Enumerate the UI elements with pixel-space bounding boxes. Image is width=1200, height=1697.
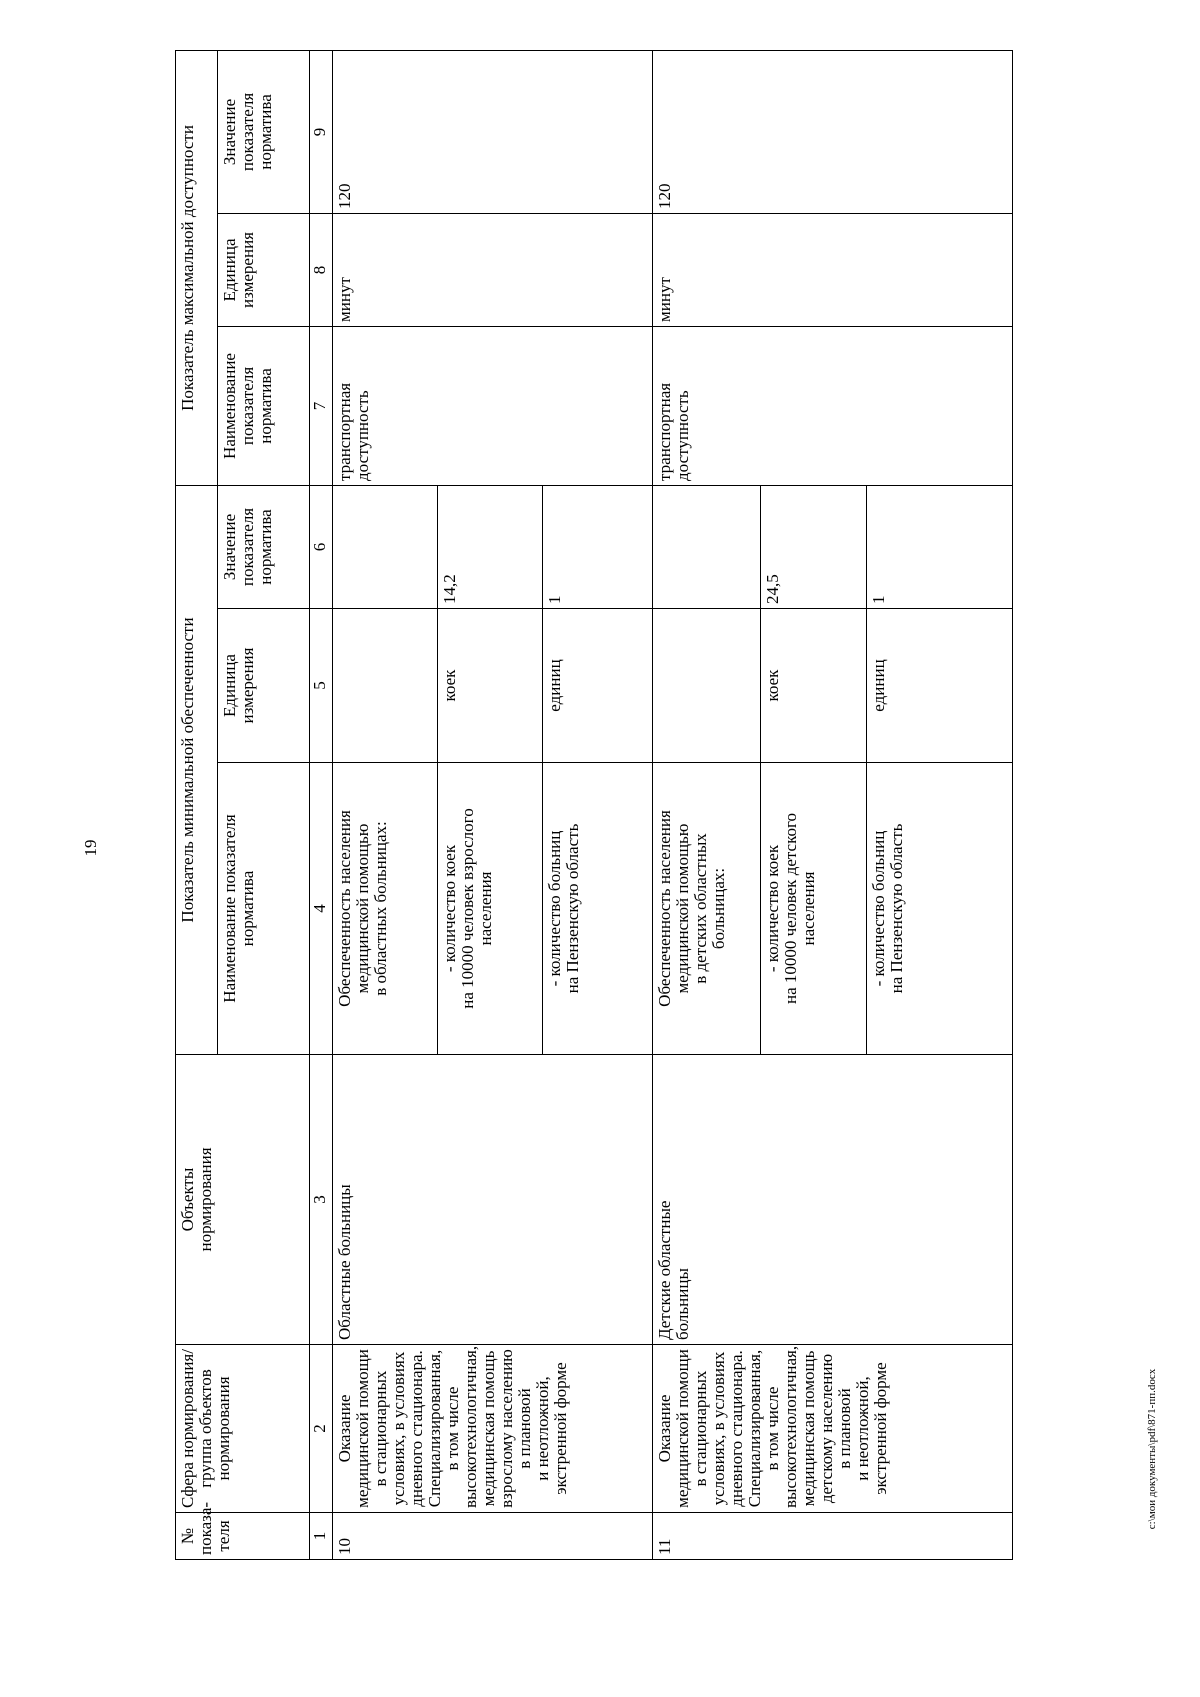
min-indicator-unit: единиц — [542, 609, 652, 763]
min-indicator-value: 24,5 — [761, 485, 867, 608]
norms-table-rotated — [175, 51, 1013, 1560]
header-min-name — [218, 763, 310, 1055]
cell-text: в областных больницах: — [371, 821, 391, 996]
min-indicator-value: 1 — [867, 485, 1013, 608]
footer-file-path: c:\мои документы\pdf\871-пп.docx — [1146, 1368, 1158, 1530]
column-number: 7 — [310, 326, 333, 485]
cell-text: и неотложной, — [533, 1376, 553, 1481]
cell-text: в том числе — [443, 1386, 463, 1471]
cell-text: медицинская помощь — [799, 1350, 819, 1507]
column-number: 8 — [310, 213, 333, 326]
column-number: 3 — [310, 1055, 333, 1345]
header-text: Наименование — [220, 353, 239, 459]
cell-text: на 10000 человек детского — [781, 812, 801, 1005]
header-text: измерения — [238, 647, 258, 724]
min-indicator-value: 1 — [542, 485, 652, 608]
cell-text: - количество коек — [763, 844, 783, 973]
cell-text: доступность — [353, 390, 373, 481]
cell-text: детскому населению — [817, 1353, 837, 1504]
cell-text: больницы — [673, 1268, 693, 1340]
min-indicator-name — [542, 763, 652, 1055]
min-indicator-value — [653, 485, 761, 608]
min-indicator-name — [761, 763, 867, 1055]
cell-text: медицинской помощи — [673, 1349, 693, 1508]
cell-text: дневного стационара. — [407, 1350, 427, 1507]
header-min-unit — [218, 609, 310, 763]
header-max-value — [218, 50, 310, 213]
cell-text: в стационарных — [691, 1370, 711, 1487]
row-sphere — [653, 1345, 1013, 1513]
cell-text: высокотехнологичная, — [461, 1345, 481, 1508]
row-number: 10 — [333, 1513, 653, 1560]
cell-text: медицинской помощи — [353, 1349, 373, 1508]
norms-table — [175, 50, 1013, 1560]
min-indicator-value — [333, 485, 438, 608]
max-indicator-value: 120 — [333, 50, 653, 213]
cell-text: - количество коек — [440, 844, 460, 973]
header-text: норматива — [256, 509, 276, 585]
header-text: показа- — [196, 1501, 216, 1555]
page-number: 19 — [81, 839, 100, 857]
cell-text: на Пензенскую область — [887, 823, 907, 994]
min-indicator-name — [867, 763, 1013, 1055]
cell-text: Обеспеченность населения — [335, 810, 355, 1007]
row-object: Областные больницы — [333, 1055, 653, 1345]
header-text: показателя — [238, 366, 258, 446]
cell-text: условиях, в условиях — [389, 1351, 409, 1506]
min-indicator-unit: коек — [761, 609, 867, 763]
cell-text: Обеспеченность населения — [655, 810, 675, 1007]
header-text: Сфера нормирования/ — [178, 1349, 197, 1508]
row-sphere — [333, 1345, 653, 1513]
column-number: 5 — [310, 609, 333, 763]
row-object — [653, 1055, 1013, 1345]
cell-text: транспортная — [655, 382, 675, 481]
cell-text: экстренной форме — [551, 1362, 571, 1495]
row-number: 11 — [653, 1513, 1013, 1560]
header-text: Наименование показателя — [220, 814, 239, 1003]
cell-text: Специализированная, — [425, 1349, 445, 1508]
cell-text: взрослому населению — [497, 1349, 517, 1508]
cell-text: - количество больниц — [544, 830, 564, 987]
min-indicator-name — [438, 763, 543, 1055]
header-max-unit — [218, 213, 310, 326]
max-indicator-name — [653, 326, 1013, 485]
header-text: измерения — [238, 232, 258, 308]
cell-text: населения — [476, 871, 496, 946]
header-max-name — [218, 326, 310, 485]
min-indicator-name — [653, 763, 761, 1055]
cell-text: в плановой — [515, 1388, 535, 1469]
header-text: Объекты — [178, 1167, 197, 1232]
header-text: нормативa — [238, 870, 258, 947]
min-indicator-name — [333, 763, 438, 1055]
header-text: показателя — [238, 92, 258, 172]
header-group-max: Показатель максимальной доступности — [176, 50, 218, 485]
max-indicator-name — [333, 326, 653, 485]
header-objects — [176, 1055, 310, 1345]
cell-text: в плановой — [835, 1388, 855, 1469]
header-text: теля — [214, 1520, 234, 1552]
header-text: норматива — [256, 94, 276, 170]
min-indicator-value: 14,2 — [438, 485, 543, 608]
header-text: норматива — [256, 368, 276, 444]
header-text: № — [178, 1527, 197, 1545]
cell-text: доступность — [673, 390, 693, 481]
max-indicator-unit: минут — [653, 213, 1013, 326]
cell-text: экстренной форме — [871, 1362, 891, 1495]
header-text: Значение — [220, 98, 239, 166]
min-indicator-unit: единиц — [867, 609, 1013, 763]
cell-text: условиях, в условиях — [709, 1351, 729, 1506]
header-number — [176, 1501, 310, 1560]
header-text: Единица — [220, 654, 239, 717]
cell-text: в стационарных — [371, 1370, 391, 1487]
cell-text: в детских областных — [691, 833, 711, 984]
table-row — [653, 50, 761, 1559]
min-indicator-unit: коек — [438, 609, 543, 763]
cell-text: Детские областные — [655, 1200, 675, 1340]
cell-text: больницах: — [709, 867, 729, 950]
header-text: нормирования — [214, 1376, 234, 1481]
table-row — [333, 50, 438, 1559]
cell-text: дневного стационара. — [727, 1350, 747, 1507]
column-number: 2 — [310, 1345, 333, 1513]
header-group-min: Показатель минимальной обеспеченности — [176, 485, 218, 1054]
header-text: нормирования — [196, 1147, 216, 1252]
max-indicator-value: 120 — [653, 50, 1013, 213]
min-indicator-unit — [653, 609, 761, 763]
column-number: 1 — [310, 1513, 333, 1560]
cell-text: на 10000 человек взрослого — [458, 808, 478, 1009]
min-indicator-unit — [333, 609, 438, 763]
cell-text: Оказание — [655, 1394, 675, 1463]
cell-text: Оказание — [335, 1394, 355, 1463]
cell-text: и неотложной, — [853, 1376, 873, 1481]
cell-text: Специализированная, — [745, 1349, 765, 1508]
cell-text: в том числе — [763, 1386, 783, 1471]
header-min-value — [218, 485, 310, 608]
column-number: 4 — [310, 763, 333, 1055]
header-text: группа объектов — [196, 1369, 216, 1488]
cell-text: транспортная — [335, 382, 355, 481]
cell-text: - количество больниц — [869, 830, 889, 987]
header-text: Единица — [220, 238, 239, 302]
cell-text: на Пензенскую область — [562, 823, 582, 994]
column-number: 9 — [310, 50, 333, 213]
max-indicator-unit: минут — [333, 213, 653, 326]
cell-text: медицинской помощью — [673, 823, 693, 994]
cell-text: медицинская помощь — [479, 1350, 499, 1507]
column-number: 6 — [310, 485, 333, 608]
cell-text: высокотехнологичная, — [781, 1345, 801, 1508]
cell-text: медицинской помощью — [353, 823, 373, 994]
header-sphere — [176, 1345, 310, 1513]
cell-text: населения — [799, 871, 819, 946]
header-text: Значение — [220, 513, 239, 581]
header-text: показателя — [238, 507, 258, 587]
column-numbers-row — [310, 50, 333, 1559]
